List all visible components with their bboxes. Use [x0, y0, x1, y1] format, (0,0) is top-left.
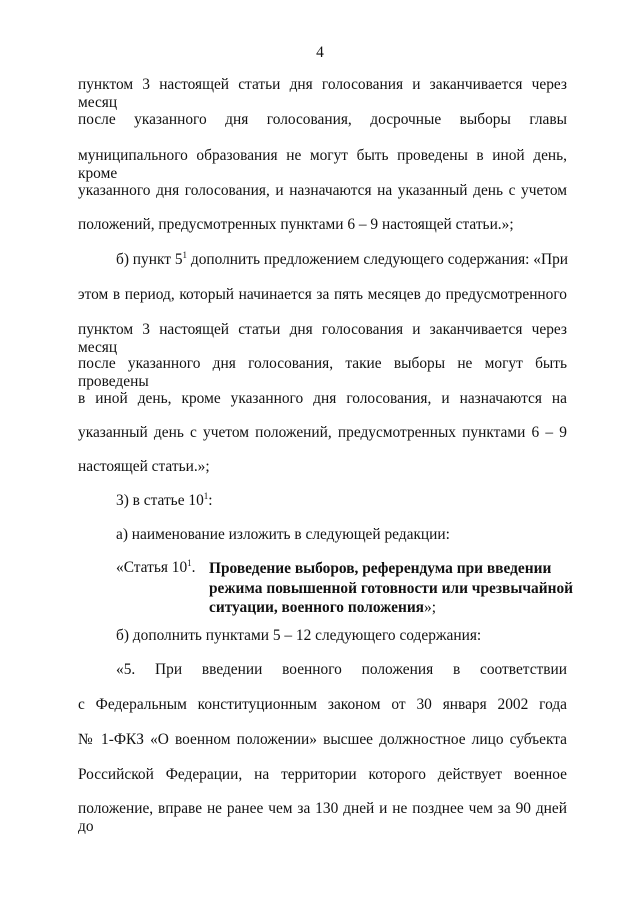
- text-line: настоящей статьи.»;: [78, 458, 210, 475]
- superscript: 1: [182, 250, 188, 260]
- article-heading-number: [116, 559, 196, 577]
- text-fragment: :: [208, 492, 213, 509]
- superscript: 1: [203, 491, 209, 501]
- item-3-line: [116, 492, 567, 510]
- text-line: с Федеральным конституционным законом от 30 января 2002 года: [78, 696, 567, 713]
- text-fragment: »;: [424, 599, 436, 616]
- paragraph-5-first-line: «5. При введении военного положения в соответствии: [116, 661, 567, 678]
- text-fragment: 3) в статье 10: [116, 492, 204, 509]
- text-line: положений, предусмотренных пунктами 6 – 9 настоящей статьи.»;: [78, 216, 514, 233]
- text-line: пунктом 3 настоящей статьи дня голосования и заканчивается через месяц: [78, 321, 567, 356]
- article-title-line: [209, 598, 567, 618]
- text-fragment: «Статья 10: [116, 559, 188, 576]
- article-title-line: Проведение выборов, референдума при введении: [209, 560, 552, 577]
- page-number: 4: [316, 44, 324, 61]
- text-line: муниципального образования не могут быть проведены в иной день, кроме: [78, 147, 567, 182]
- text-line: после указанного дня голосования, досрочные выборы главы: [78, 111, 567, 128]
- text-line: № 1-ФКЗ «О военном положении» высшее должностное лицо субъекта: [78, 731, 567, 748]
- text-fragment: б) пункт 5: [116, 251, 183, 268]
- superscript: 1: [187, 558, 192, 568]
- text-line: пунктом 3 настоящей статьи дня голосования и заканчивается через месяц: [78, 76, 567, 111]
- text-line: после указанного дня голосования, такие выборы не могут быть проведены: [78, 355, 567, 390]
- text-line: Российской Федерации, на территории которого действует военное: [78, 766, 567, 783]
- text-line: указанного дня голосования, и назначаются на указанный день с учетом: [78, 182, 567, 199]
- article-title: [209, 559, 574, 618]
- text-fragment: ситуации, военного положения: [209, 599, 425, 616]
- item-a-line: а) наименование изложить в следующей редакции:: [116, 526, 450, 543]
- text-line: этом в период, который начинается за пять месяцев до предусмотренного: [78, 286, 567, 303]
- article-title-line: режима повышенной готовности или чрезвычайной: [209, 579, 574, 597]
- paragraph-b-first-line: [116, 251, 567, 269]
- item-b-line: б) дополнить пунктами 5 – 12 следующего содержания:: [116, 627, 482, 644]
- text-fragment: дополнить предложением следующего содержания: «При: [187, 251, 569, 268]
- text-line: указанный день с учетом положений, предусмотренных пунктами 6 – 9: [78, 424, 567, 441]
- text-line: положение, вправе не ранее чем за 130 дней и не позднее чем за 90 дней до: [78, 800, 567, 835]
- text-fragment: .: [191, 559, 196, 576]
- text-line: в иной день, кроме указанного дня голосования, и назначаются на: [78, 390, 567, 407]
